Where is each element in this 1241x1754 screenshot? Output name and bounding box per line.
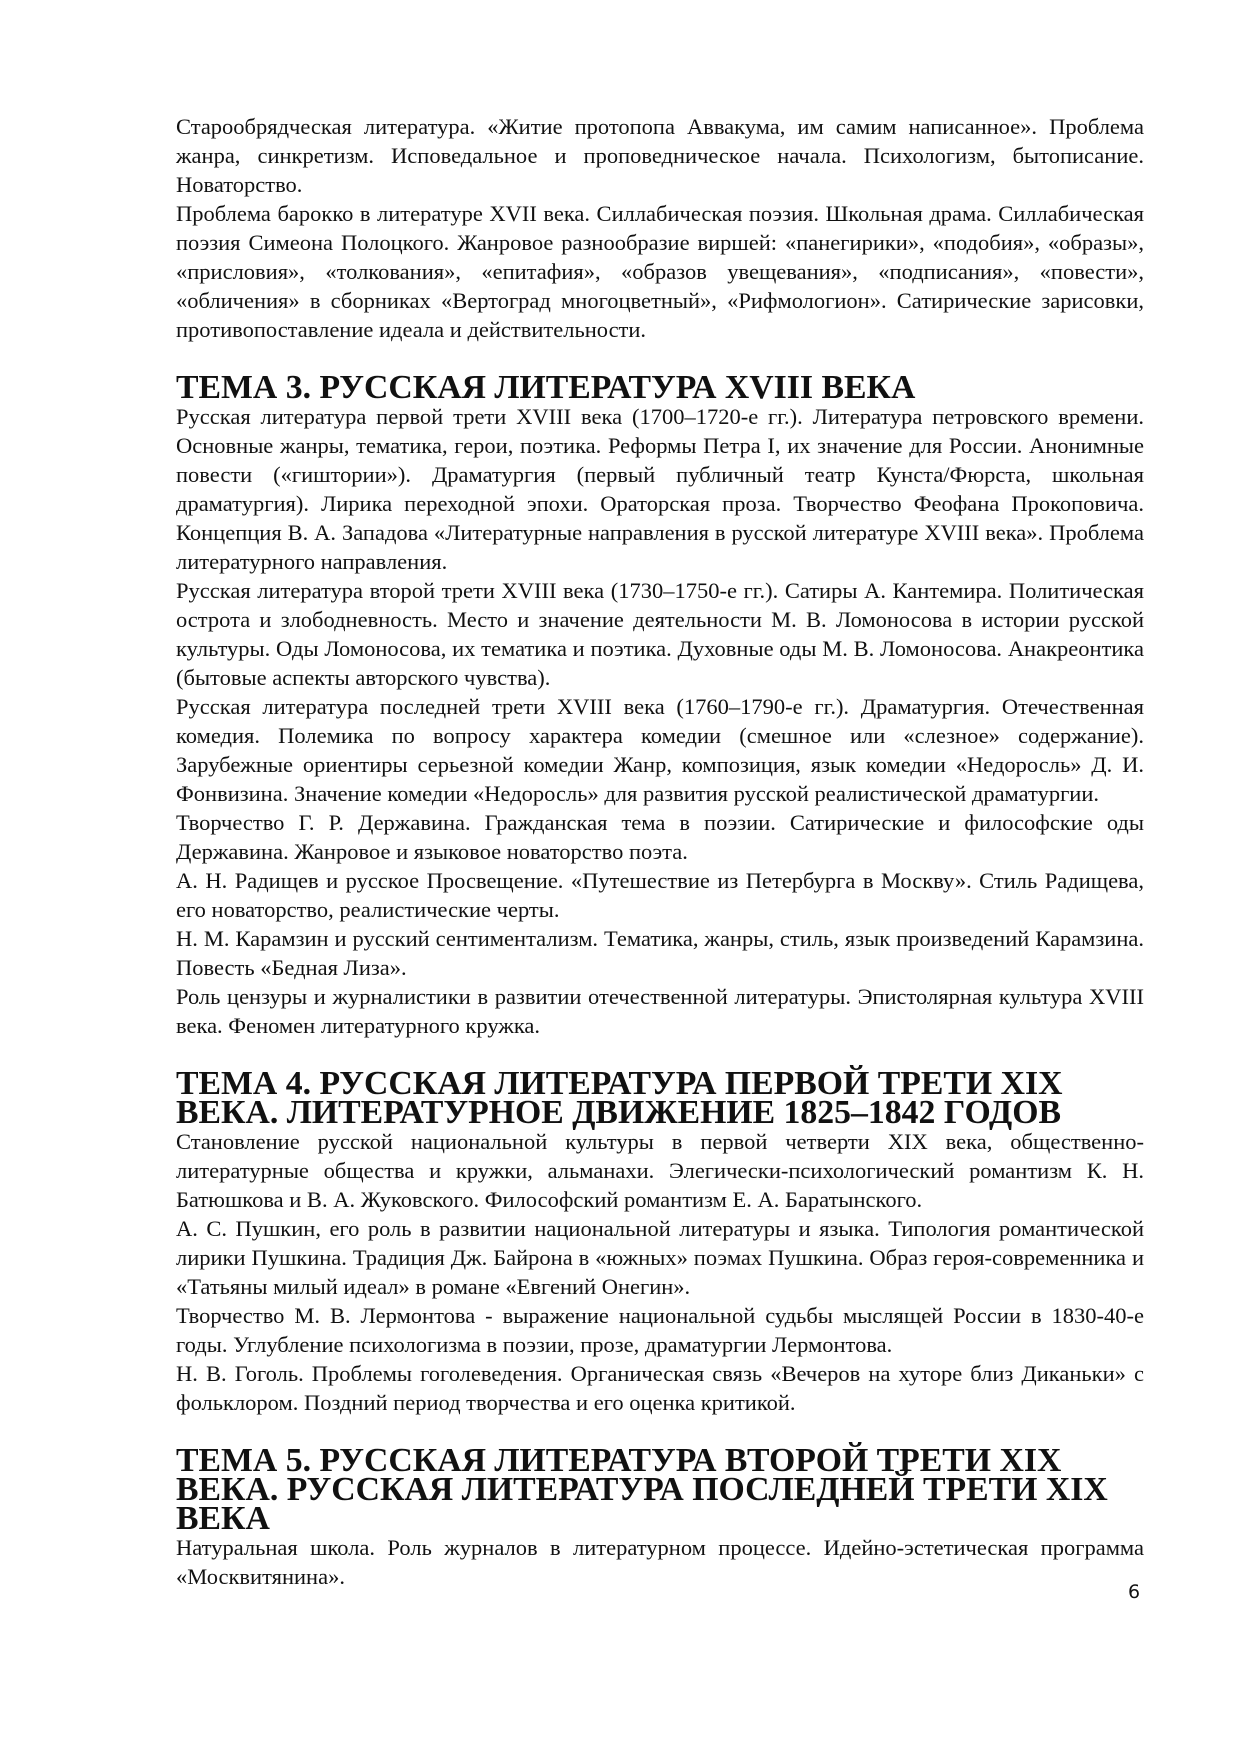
section-paragraph: Роль цензуры и журналистики в развитии отечественной литературы. Эпистолярная культура XVIII века. Феномен литературного кружка. <box>176 984 1144 1038</box>
page-number: 6 <box>1128 1581 1141 1603</box>
section-theme-5 <box>176 1442 1144 1591</box>
section-heading: ТЕМА 5. РУССКАЯ ЛИТЕРАТУРА ВТОРОЙ ТРЕТИ XIX ВЕКА. РУССКАЯ ЛИТЕРАТУРА ПОСЛЕДНЕЙ ТРЕТИ XIX ВЕКА <box>176 1442 1108 1537</box>
section-paragraph: Становление русской национальной культуры в первой четверти XIX века, общественно-литературные общества и кружки, альманахи. Элегически-психологический романтизм К. Н. Батюшкова и В. А. Жуковского. Философский романтизм Е. А. Баратынского. <box>176 1129 1144 1212</box>
section-paragraph: Н. В. Гоголь. Проблемы гоголеведения. Органическая связь «Вечеров на хуторе близ Диканьки» с фольклором. Поздний период творчества и его оценка критикой. <box>176 1361 1144 1415</box>
section-paragraph: Творчество Г. Р. Державина. Гражданская тема в поэзии. Сатирические и философские оды Державина. Жанровое и языковое новаторство поэта. <box>176 810 1144 864</box>
page-content <box>176 112 1144 1591</box>
section-paragraph: Творчество М. В. Лермонтова - выражение национальной судьбы мыслящей России в 1830-40-е годы. Углубление психологизма в поэзии, прозе, драматургии Лермонтова. <box>176 1303 1144 1357</box>
section-paragraph: Русская литература первой трети XVIII века (1700–1720-е гг.). Литература петровского времени. Основные жанры, тематика, герои, поэтика. Реформы Петра I, их значение для России. Анонимные повести («гиштории»). Драматургия (первый публичный театр Кунста/Фюрста, школьная драматургия). Лирика переходной эпохи. Ораторская проза. Творчество Феофана Прокоповича. Концепция В. А. Западова «Литературные направления в русской литературе XVIII века». Проблема литературного направления. <box>176 404 1144 574</box>
section-heading: ТЕМА 3. РУССКАЯ ЛИТЕРАТУРА XVIII ВЕКА <box>176 369 916 406</box>
section-paragraph: А. Н. Радищев и русское Просвещение. «Путешествие из Петербурга в Москву». Стиль Радищева, его новаторство, реалистические черты. <box>176 868 1144 922</box>
section-paragraph: Русская литература последней трети XVIII века (1760–1790-е гг.). Драматургия. Отечественная комедия. Полемика по вопросу характера комедии (смешное или «слезное» содержание). Зарубежные ориентиры серьезной комедии Жанр, композиция, язык комедии «Недоросль» Д. И. Фонвизина. Значение комедии «Недоросль» для развития русской реалистической драматургии. <box>176 694 1144 806</box>
section-paragraph: Натуральная школа. Роль журналов в литературном процессе. Идейно-эстетическая программа «Москвитянина». <box>176 1535 1144 1589</box>
section-paragraph: Н. М. Карамзин и русский сентиментализм. Тематика, жанры, стиль, язык произведений Карамзина. Повесть «Бедная Лиза». <box>176 926 1144 980</box>
section-heading: ТЕМА 4. РУССКАЯ ЛИТЕРАТУРА ПЕРВОЙ ТРЕТИ XIX ВЕКА. ЛИТЕРАТУРНОЕ ДВИЖЕНИЕ 1825–1842 ГОДОВ <box>176 1065 1063 1131</box>
intro-paragraph-1: Старообрядческая литература. «Житие протопопа Аввакума, им самим написанное». Проблема жанра, синкретизм. Исповедальное и проповедническое начала. Психологизм, бытописание. Новаторство. <box>176 114 1144 197</box>
intro-paragraph-2: Проблема барокко в литературе XVII века. Силлабическая поэзия. Школьная драма. Силлабическая поэзия Симеона Полоцкого. Жанровое разнообразие виршей: «панегирики», «подобия», «образы», «присловия», «толкования», «епитафия», «образов увещевания», «подписания», «повести», «обличения» в сборниках «Вертоград многоцветный», «Рифмологион». Сатирические зарисовки, противопоставление идеала и действительности. <box>176 201 1144 342</box>
section-paragraph: Русская литература второй трети XVIII века (1730–1750-е гг.). Сатиры А. Кантемира. Политическая острота и злободневность. Место и значение деятельности М. В. Ломоносова в истории русской культуры. Оды Ломоносова, их тематика и поэтика. Духовные оды М. В. Ломоносова. Анакреонтика (бытовые аспекты авторского чувства). <box>176 578 1144 690</box>
section-theme-4 <box>176 1065 1144 1417</box>
section-paragraph: А. С. Пушкин, его роль в развитии национальной литературы и языка. Типология романтической лирики Пушкина. Традиция Дж. Байрона в «южных» поэмах Пушкина. Образ героя-современника и «Татьяны милый идеал» в романе «Евгений Онегин». <box>176 1216 1144 1299</box>
section-theme-3 <box>176 369 1144 1040</box>
